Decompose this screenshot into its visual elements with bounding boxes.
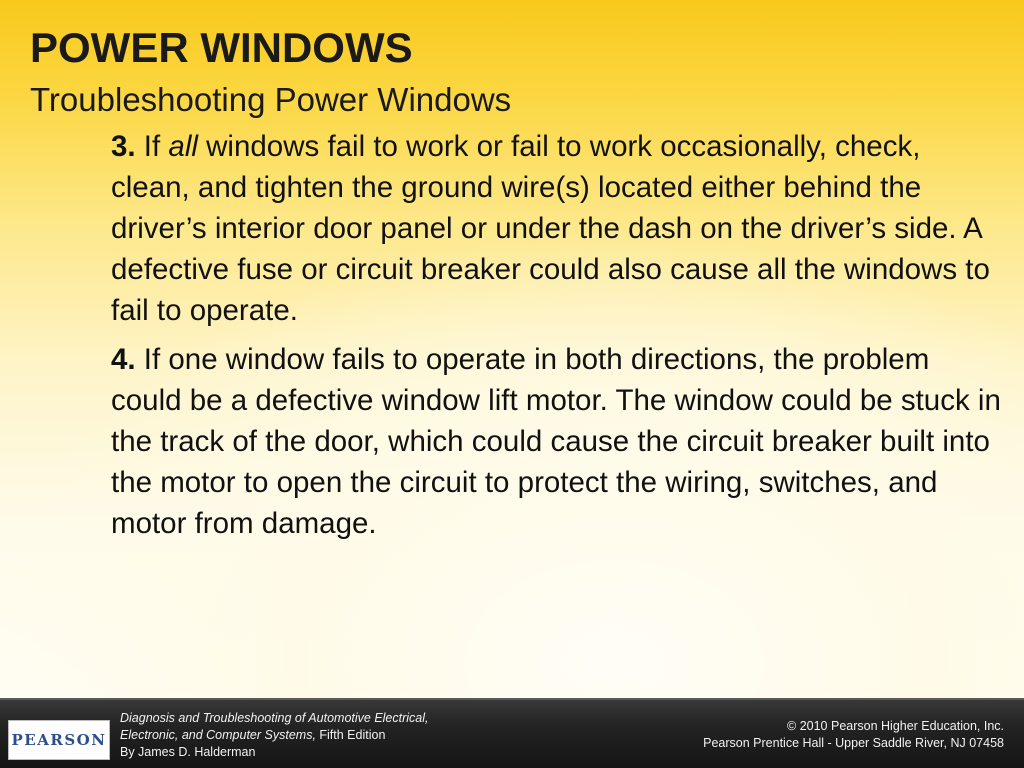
copyright-notice [544, 718, 1004, 752]
item-text: If one window fails to operate in both directions, the problem could be a defective window lift motor. The window could be stuck in the track of the door, which could cause the circuit breaker built into the motor to open the circuit to protect the wiring, switches, and motor from damage. [111, 343, 1001, 540]
slide-title: POWER WINDOWS [30, 24, 413, 71]
item-emphasis: all [168, 130, 198, 163]
book-title-line1: Diagnosis and Troubleshooting of Automotive Electrical, [120, 711, 429, 725]
book-edition: Fifth Edition [315, 728, 386, 742]
copyright-line2: Pearson Prentice Hall - Upper Saddle River, NJ 07458 [703, 736, 1004, 750]
footer-divider [0, 698, 1024, 700]
book-citation [120, 710, 520, 761]
slide-body [111, 126, 1001, 552]
item-lead-text: If [135, 130, 169, 163]
logo-text: PEARSON [11, 731, 107, 749]
book-author: By James D. Halderman [120, 745, 256, 759]
list-item-4 [111, 339, 1001, 544]
copyright-line1: © 2010 Pearson Higher Education, Inc. [787, 719, 1004, 733]
book-title-line2: Electronic, and Computer Systems, [120, 728, 316, 742]
item-number: 3. [111, 130, 136, 163]
pearson-logo [8, 720, 110, 760]
item-number: 4. [111, 343, 136, 376]
list-item-3 [111, 126, 1001, 331]
slide-subtitle: Troubleshooting Power Windows [30, 81, 512, 118]
item-text: windows fail to work or fail to work occasionally, check, clean, and tighten the ground wire(s) located either behind the driver’s interior door panel or under the dash on the driver’s side. A defective fuse or circuit breaker could also cause all the windows to fail to operate. [111, 130, 990, 327]
